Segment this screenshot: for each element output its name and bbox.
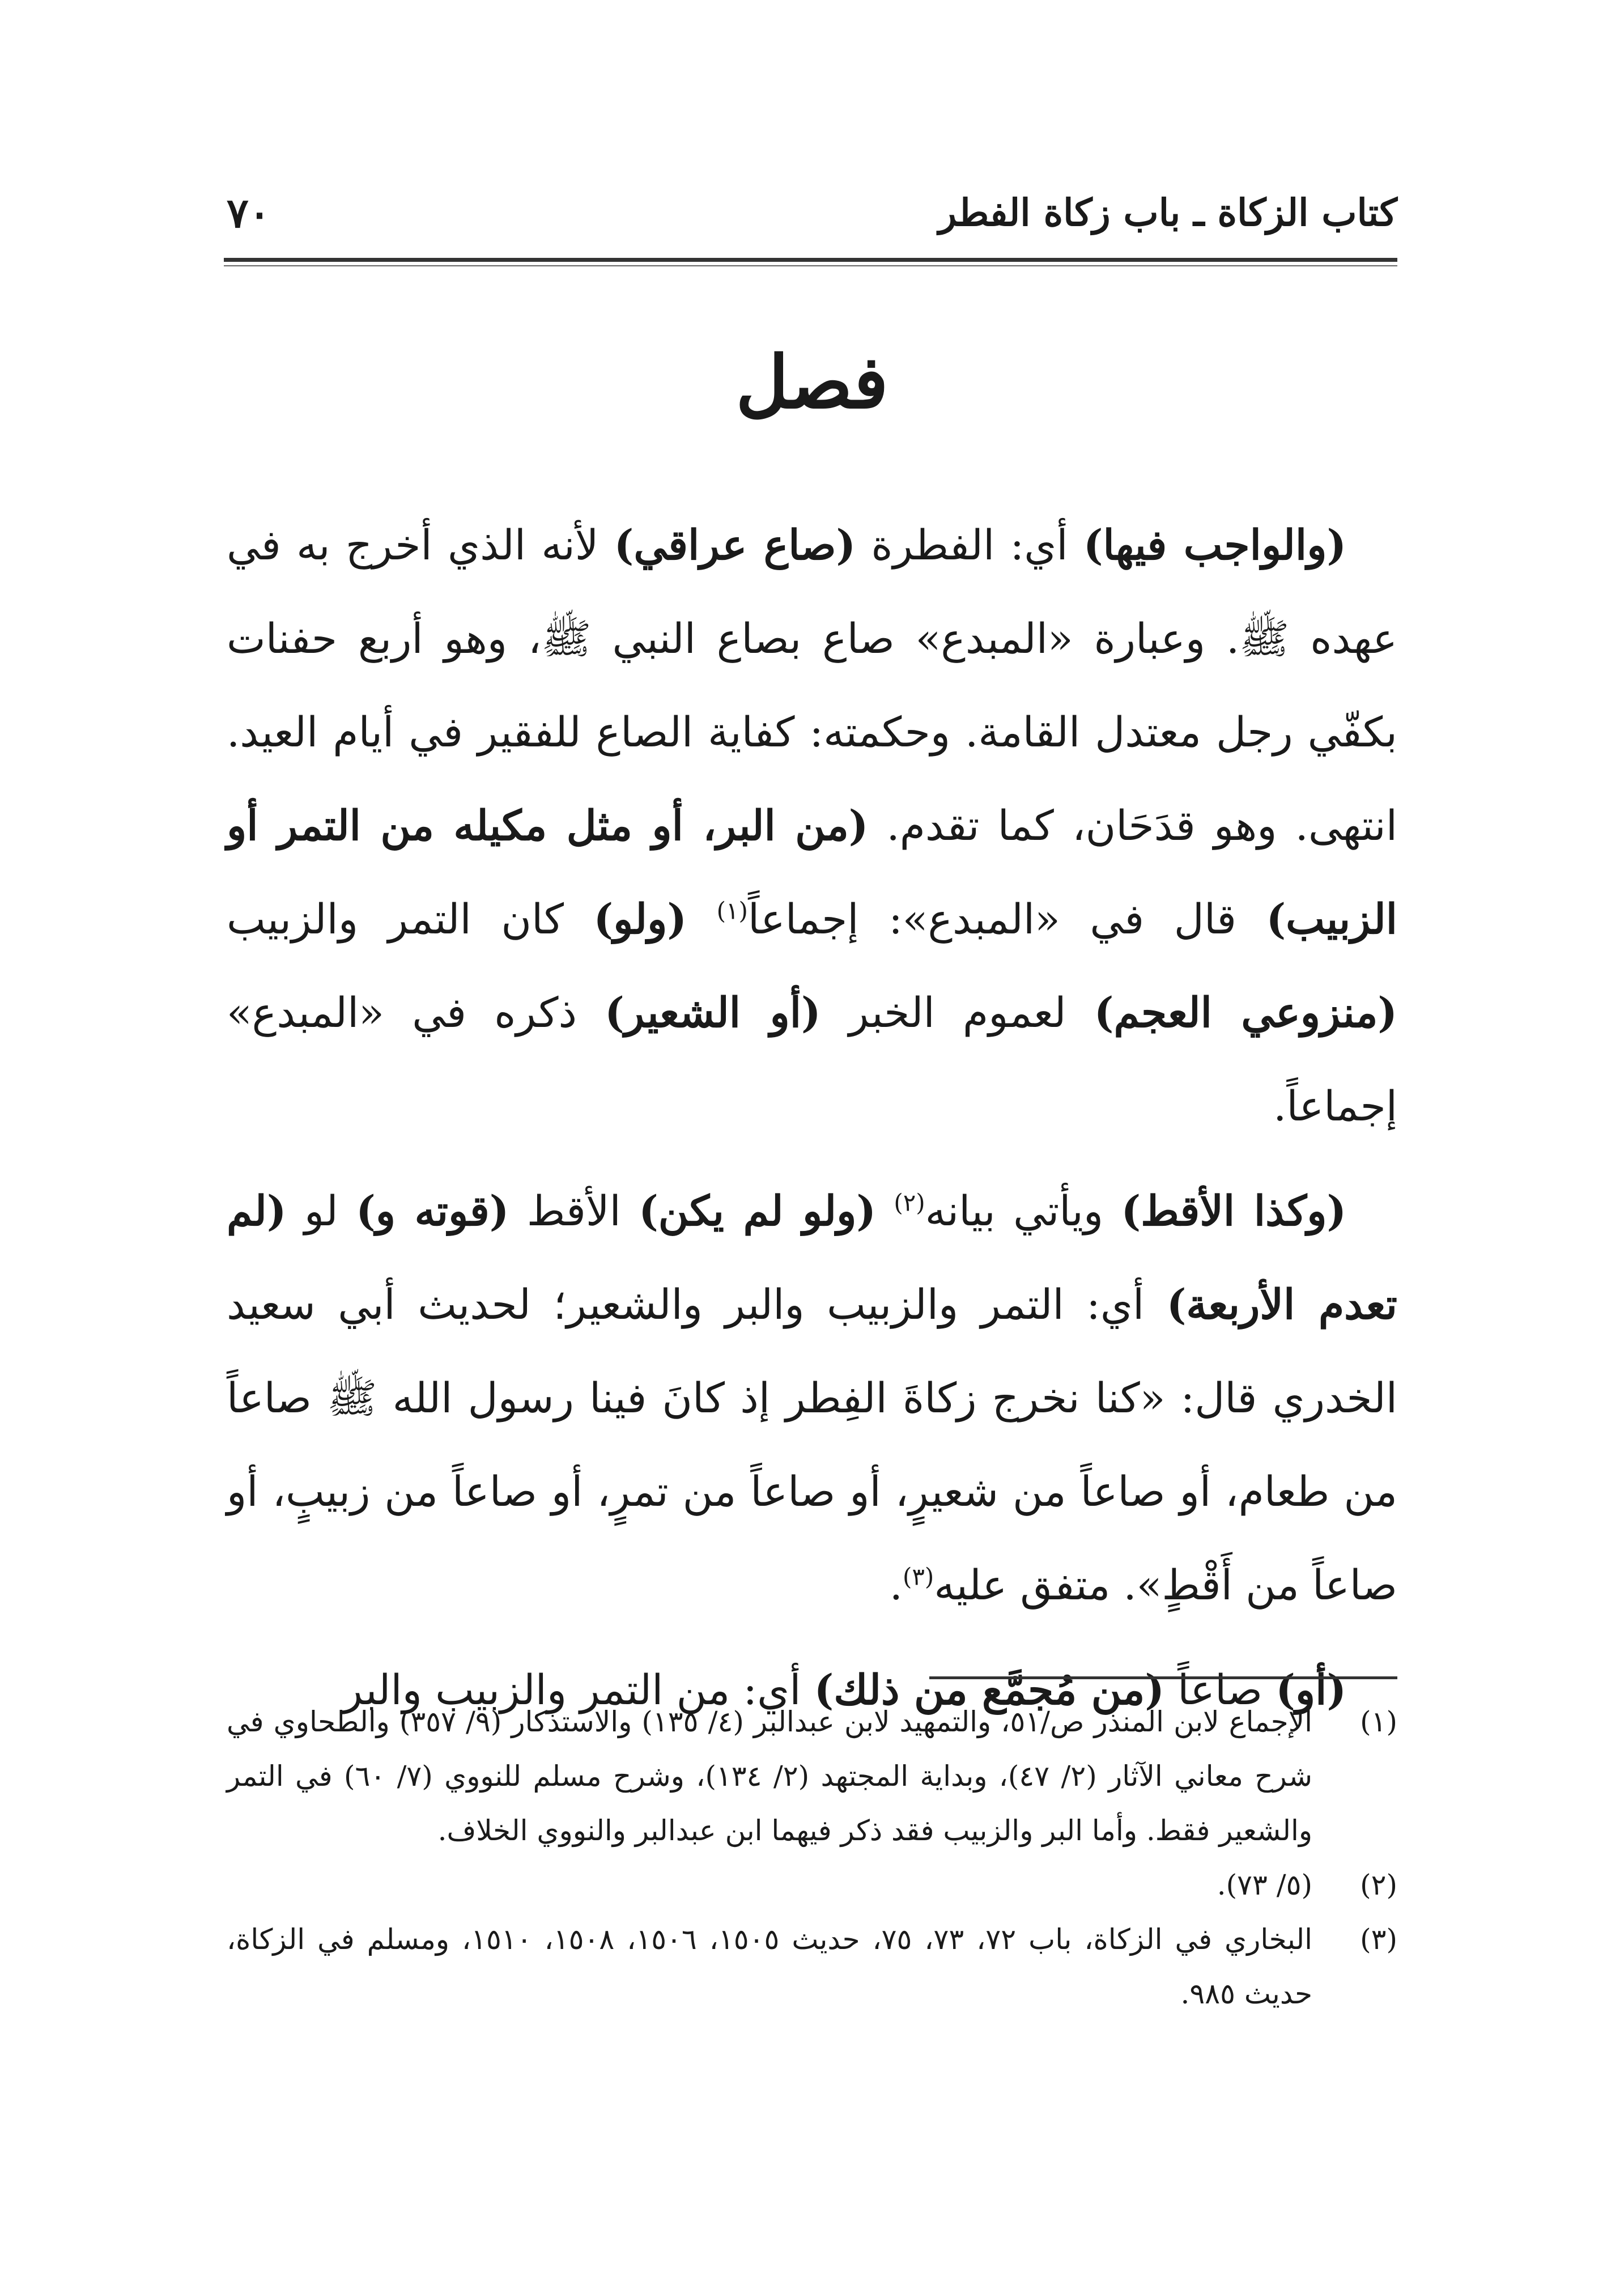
bold-matn-text: (أو الشعير) bbox=[605, 988, 821, 1037]
sharh-text: كان التمر والزبيب bbox=[227, 895, 594, 944]
footnote-text: الإجماع لابن المنذر ص/٥١، والتمهيد لابن عبدالبر (٤/ ١٣٥) والاستذكار (٩/ ٣٥٧) والطحاوي في شرح معاني الآثار (٢/ ٤٧)، وبداية المجتهد (٢/ ١٣٤)، وشرح مسلم للنووي (٧/ ٦٠) في التمر والشعير فقط. وأما البر والزبيب فقد ذكر فيهما ابن عبدالبر والنووي الخلاف. bbox=[227, 1705, 1313, 1847]
sharh-text: ويأتي بيانه bbox=[925, 1187, 1121, 1235]
footnote-text: (٥/ ٧٣). bbox=[1217, 1869, 1312, 1901]
footnote-marker: (١) bbox=[716, 897, 748, 925]
sharh-text: أي: من التمر والزبيب والبر bbox=[342, 1666, 814, 1714]
footnote-marker: (٣) bbox=[902, 1562, 934, 1591]
section-title: فصل bbox=[736, 340, 888, 425]
sharh-text bbox=[687, 895, 717, 944]
bold-matn-text: (ولو) bbox=[593, 895, 687, 944]
sharh-text: لعموم الخبر bbox=[820, 989, 1094, 1037]
header-rule bbox=[224, 258, 1397, 262]
footnote bbox=[227, 1858, 1397, 1912]
bold-matn-text: (من مُجمَّع من ذلك) bbox=[814, 1666, 1164, 1714]
bold-matn-text: (والواجب فيها) bbox=[1083, 521, 1346, 570]
bold-matn-text: (صاع عراقي) bbox=[614, 521, 856, 570]
bold-matn-text: (وكذا الأقط) bbox=[1121, 1187, 1346, 1235]
running-title: كتاب الزكاة ـ باب زكاة الفطر bbox=[938, 190, 1397, 235]
footnote bbox=[227, 1695, 1397, 1858]
footnote bbox=[227, 1912, 1397, 2021]
bold-matn-text: (من البر، أو مثل مكيله من التمر أو الزبيب) bbox=[227, 801, 1397, 944]
header-rule-thin bbox=[224, 265, 1397, 266]
footnote-number: (٢) bbox=[1360, 1869, 1397, 1901]
paragraph bbox=[227, 1165, 1397, 1632]
sharh-text bbox=[876, 1187, 894, 1235]
footnote-marker: (٢) bbox=[894, 1188, 925, 1217]
sharh-text: لو bbox=[286, 1187, 356, 1235]
sharh-text: ذكره في «المبدع» إجماعاً. bbox=[227, 989, 1397, 1131]
sharh-text: قال في «المبدع»: إجماعاً bbox=[747, 895, 1266, 944]
page-number: ٧٠ bbox=[227, 188, 271, 237]
footnote-number: (٣) bbox=[1360, 1923, 1397, 1956]
bold-matn-text: (قوته و) bbox=[356, 1187, 509, 1235]
paragraph bbox=[227, 499, 1397, 1153]
bold-matn-text: (أو) bbox=[1276, 1666, 1346, 1714]
sharh-text: . bbox=[889, 1561, 903, 1610]
sharh-text: صاعاً bbox=[1164, 1666, 1276, 1714]
sharh-text: أي: الفطرة bbox=[856, 521, 1083, 570]
footnote-separator bbox=[929, 1676, 1397, 1679]
footnote-number: (١) bbox=[1360, 1705, 1397, 1738]
bold-matn-text: (منزوعي العجم) bbox=[1094, 988, 1397, 1037]
sharh-text: أي: التمر والزبيب والبر والشعير؛ لحديث أبي سعيد الخدري قال: «كنا نخرج زكاةَ الفِطر إذ كانَ فينا رسول الله ﷺ صاعاً من طعام، أو صاعاً من شعيرٍ، أو صاعاً من تمرٍ، أو صاعاً من زبيبٍ، أو صاعاً من أَقْطٍ». متفق عليه bbox=[227, 1281, 1397, 1610]
footnote-text: البخاري في الزكاة، باب ٧٢، ٧٣، ٧٥، حديث ١٥٠٥، ١٥٠٦، ١٥٠٨، ١٥١٠، ومسلم في الزكاة، حديث ٩٨٥. bbox=[227, 1923, 1313, 2010]
sharh-text: لأنه الذي أخرج به في عهده ﷺ. وعبارة «المبدع» صاع بصاع النبي ﷺ، وهو أربع حفنات بكفّي رجل معتدل القامة. وحكمته: كفاية الصاع للفقير في أيام العيد. انتهى. وهو قدَحَان، كما تقدم. bbox=[227, 521, 1397, 850]
bold-matn-text: (لم تعدم الأربعة) bbox=[227, 1187, 1397, 1329]
page-header bbox=[227, 164, 1397, 261]
footnotes bbox=[227, 1695, 1397, 2021]
main-text bbox=[227, 499, 1397, 1737]
bold-matn-text: (ولو لم يكن) bbox=[639, 1187, 876, 1235]
sharh-text: الأقط bbox=[509, 1187, 639, 1235]
